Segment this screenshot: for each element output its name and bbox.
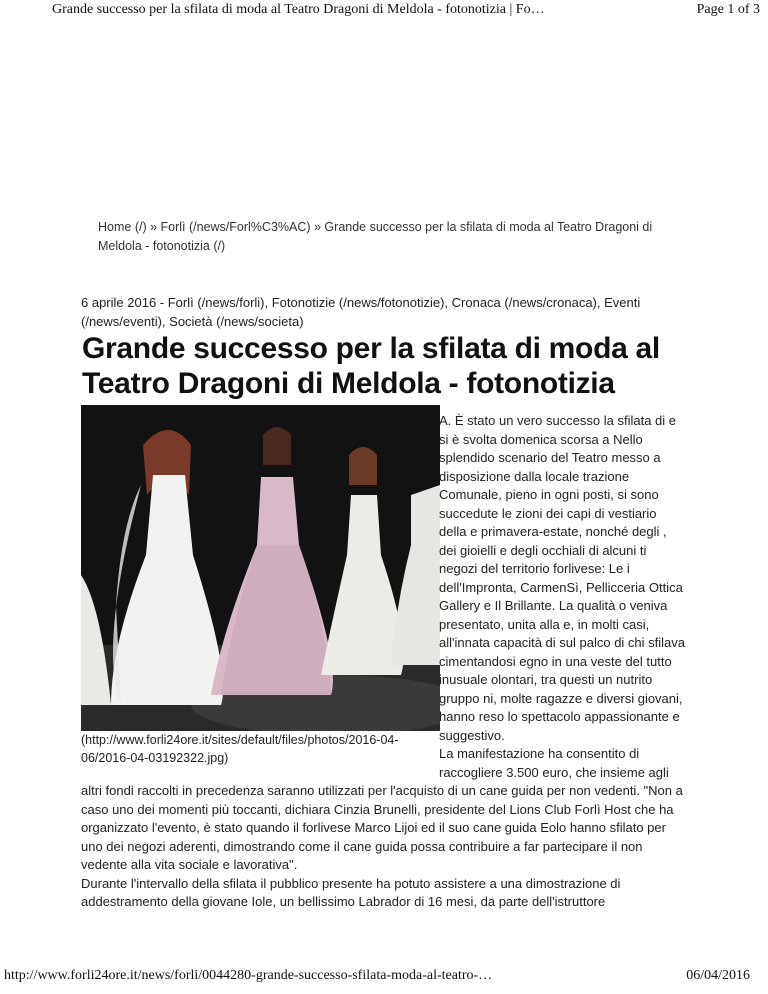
article-paragraph-1: A. È stato un vero successo la sfilata di e si è svolta domenica scorsa a Nello splendido scenario del Teatro messo a disposizione dalla locale trazione Comunale, pieno in ogni posti, si sono succedute le zioni dei capi di vestiario della e primavera-estate, nonché degli , dei gioielli e degli occhiali di alcuni ti negozi del territorio forlivese: Le i dell'Impronta, CarmenSì, Pellicceria Ottica Gallery e Il Brillante. La qualità o veniva presentato, unita alla e, in molti casi, all'innata capacità di sul palco di chi sfilava cimentandosi egno in una veste del tutto inusuale olontari, tra questi un nutrito gruppo ni, molte ragazze e diversi giovani, hanno reso lo spettacolo appassionante e suggestivo. <box>439 413 686 743</box>
print-footer-date: 06/04/2016 <box>686 968 750 983</box>
print-header <box>0 2 768 22</box>
article-paragraph-2: La manifestazione ha consentito di raccogliere 3.500 euro, che insieme agli altri fondi raccolti in precedenza saranno utilizzati per l'acquisto di un cane guida per non vedenti. "Non a caso uno dei momenti più toccanti, dichiara Cinzia Brunelli, presidente del Lions Club Forlì Host che ha organizzato l'evento, è stato quando il forlivese Marco Lijoi ed il suo cane guida Eolo hanno sfilato per uno dei negozi aderenti, dimostrando come il cane guida possa contribuire a far partecipare il non vedente alla vita sociale e lavorativa". <box>81 746 683 872</box>
breadcrumb[interactable]: Home (/) » Forlì (/news/Forl%C3%AC) » Grande successo per la sfilata di moda al Teatro Dragoni di Meldola - fotonotizia (/) <box>98 220 653 253</box>
article-body <box>81 412 687 912</box>
page-title: Grande successo per la sfilata di moda al Teatro Dragoni di Meldola - fotonotizia <box>82 332 660 400</box>
print-header-page: Page 1 of 3 <box>696 2 760 17</box>
photo-float-spacer <box>81 412 439 772</box>
print-header-title: Grande successo per la sfilata di moda al Teatro Dragoni di Meldola - fotonotizia | Fo… <box>52 2 545 17</box>
article-meta[interactable]: 6 aprile 2016 - Forlì (/news/forli), Fotonotizie (/news/fotonotizie), Cronaca (/news/cronaca), Eventi (/news/eventi), Società (/news/societa) <box>81 295 641 329</box>
photo-caption-link[interactable]: (http://www.forli24ore.it/sites/default/files/photos/2016-04-06/2016-04-03192322.jpg) <box>81 733 399 765</box>
print-footer-url[interactable]: http://www.forli24ore.it/news/forli/0044280-grande-successo-sfilata-moda-al-teatro-… <box>4 968 493 983</box>
article-paragraph-3: Durante l'intervallo della sfilata il pubblico presente ha potuto assistere a una dimostrazione di addestramento della giovane Iole, un bellissimo Labrador di 16 mesi, da parte dell'istruttore <box>81 875 621 909</box>
print-footer <box>0 968 768 988</box>
